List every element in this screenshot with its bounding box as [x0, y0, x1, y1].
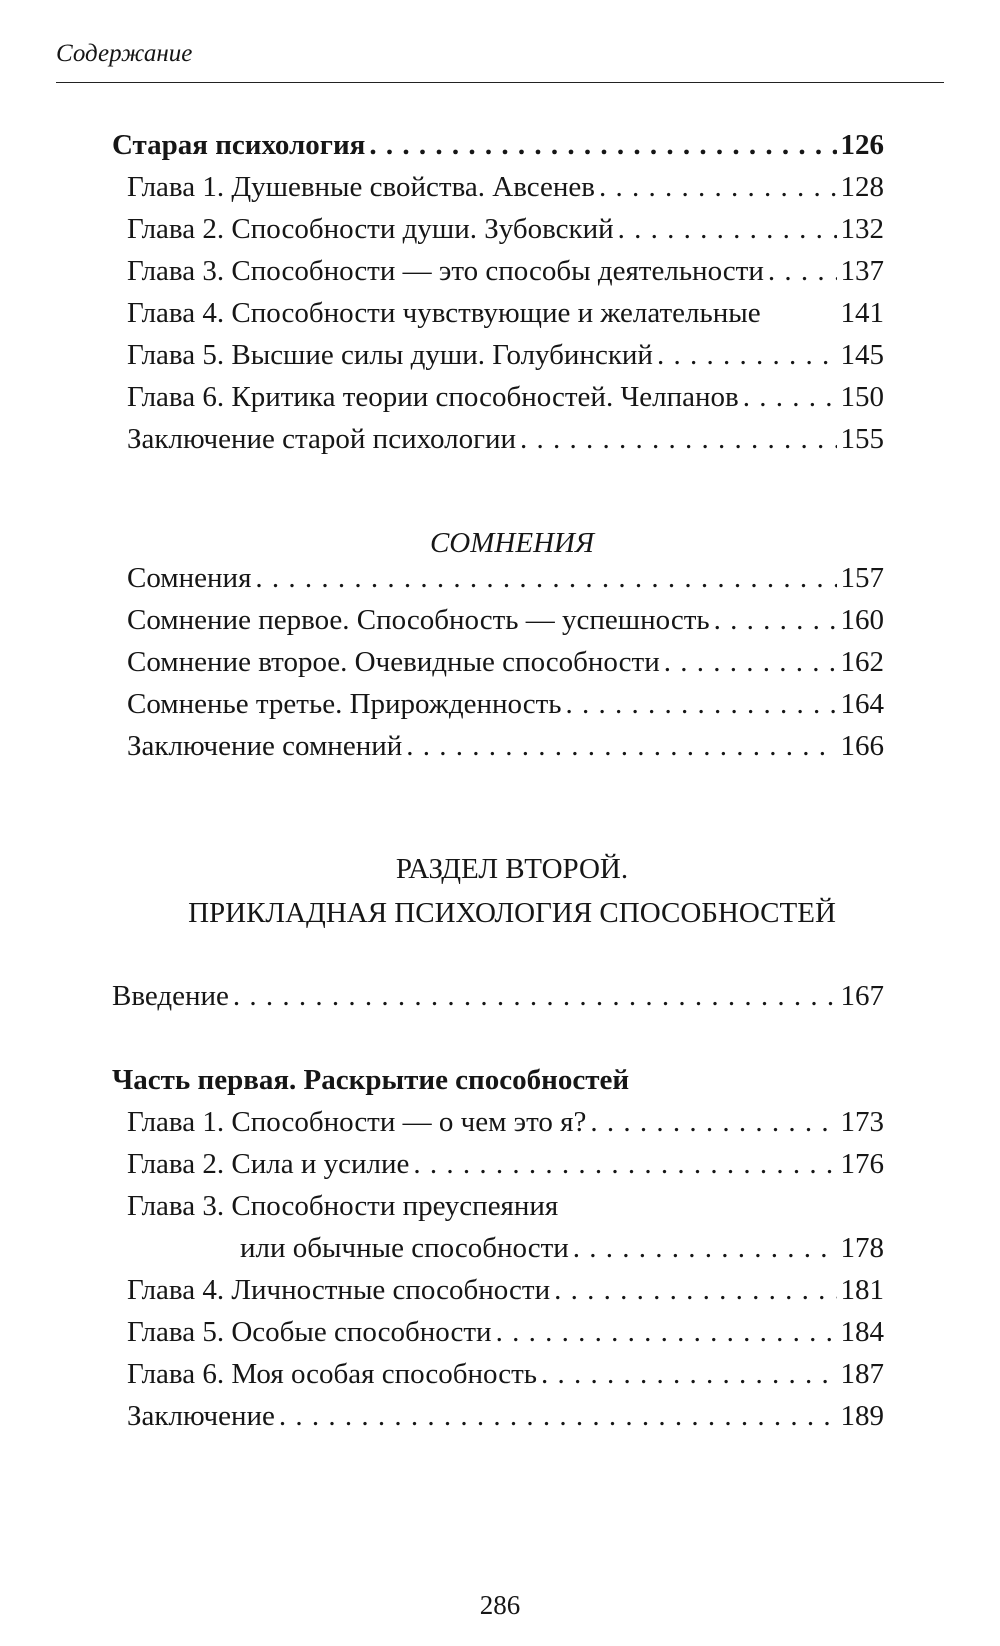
- toc-entry-title: Глава 2. Способности души. Зубовский: [127, 213, 614, 245]
- toc-entry-page: 157: [840, 562, 884, 594]
- toc-entry-page: 178: [840, 1232, 884, 1264]
- dot-leader: [590, 1101, 836, 1143]
- toc-entry[interactable]: [127, 557, 884, 599]
- toc-entry[interactable]: [127, 599, 884, 641]
- toc-entry-page: 160: [840, 604, 884, 636]
- toc-entry[interactable]: [127, 418, 884, 460]
- running-head: Содержание: [56, 40, 193, 67]
- toc-entry-old-psychology[interactable]: [112, 124, 884, 166]
- toc-entry-title: Сомнения: [127, 562, 252, 594]
- toc-entry[interactable]: [127, 725, 884, 767]
- dot-leader: [618, 208, 837, 250]
- dot-leader: [496, 1311, 837, 1353]
- dot-leader: [413, 1143, 836, 1185]
- toc-entry[interactable]: [127, 208, 884, 250]
- toc-entry-title: Сомненье третье. Прирожденность: [127, 688, 562, 720]
- toc-entry-title: Глава 3. Способности — это способы деятельности: [127, 255, 764, 287]
- toc-entry-title: Заключение сомнений: [127, 730, 403, 762]
- section-heading-line1: РАЗДЕЛ ВТОРОЙ.: [395, 853, 629, 885]
- toc-entry-title: Старая психология: [112, 129, 366, 161]
- page-number: 286: [479, 1590, 521, 1620]
- toc-entry-page: 137: [840, 255, 884, 287]
- toc-entry[interactable]: [127, 1143, 884, 1185]
- dot-leader: [541, 1353, 836, 1395]
- toc-entry-page: 141: [840, 297, 884, 329]
- toc-entry-title: Глава 1. Душевные свойства. Авсенев: [127, 171, 595, 203]
- toc-entry[interactable]: [127, 250, 884, 292]
- dot-leader: [743, 376, 837, 418]
- dot-leader: [255, 557, 836, 599]
- toc-entry[interactable]: [240, 1227, 884, 1269]
- dot-leader: [233, 975, 837, 1017]
- dot-leader: [566, 683, 837, 725]
- toc-entry-title: Глава 4. Способности чувствующие и желательные: [127, 297, 761, 329]
- toc-entry-title: Заключение старой психологии: [127, 423, 517, 455]
- dot-leader: [768, 250, 837, 292]
- toc-entry-page: 155: [840, 423, 884, 455]
- toc-entry-page: 189: [840, 1400, 884, 1432]
- toc-entry-page: 150: [840, 381, 884, 413]
- toc-entry-page: 181: [840, 1274, 884, 1306]
- toc-entry-title: или обычные способности: [240, 1232, 569, 1264]
- toc-entry-title: Сомнение второе. Очевидные способности: [127, 646, 660, 678]
- dot-leader: [279, 1395, 837, 1437]
- toc-entry-introduction[interactable]: [112, 975, 884, 1017]
- toc-entry[interactable]: [127, 292, 884, 334]
- toc-entry[interactable]: [127, 334, 884, 376]
- toc-entry-title: Глава 5. Особые способности: [127, 1316, 492, 1348]
- toc-entry[interactable]: [127, 166, 884, 208]
- header-rule: [56, 82, 944, 83]
- toc-entry-title: Глава 5. Высшие силы души. Голубинский: [127, 339, 653, 371]
- toc-entry-title: Глава 6. Моя особая способность: [127, 1358, 538, 1390]
- toc-entry-page: 162: [840, 646, 884, 678]
- toc-entry-page: 173: [840, 1106, 884, 1138]
- toc-entry[interactable]: [127, 641, 884, 683]
- part-one-heading: Часть первая. Раскрытие способностей: [112, 1064, 630, 1096]
- dot-leader: [657, 334, 837, 376]
- toc-entry-title: Глава 4. Личностные способности: [127, 1274, 551, 1306]
- toc-entry-title: Глава 6. Критика теории способностей. Челпанов: [127, 381, 739, 413]
- dot-leader: [664, 641, 837, 683]
- toc-entry-page: 166: [840, 730, 884, 762]
- toc-entry-title: Глава 2. Сила и усилие: [127, 1148, 410, 1180]
- toc-entry[interactable]: [127, 1353, 884, 1395]
- doubts-heading: СОМНЕНИЯ: [429, 527, 595, 559]
- toc-entry[interactable]: [127, 376, 884, 418]
- toc-entry-page: 187: [840, 1358, 884, 1390]
- toc-entry-page: 126: [840, 129, 884, 161]
- section-heading-line2: ПРИКЛАДНАЯ ПСИХОЛОГИЯ СПОСОБНОСТЕЙ: [188, 897, 836, 929]
- dot-leader: [714, 599, 837, 641]
- dot-leader: [554, 1269, 836, 1311]
- toc-entry-page: 164: [840, 688, 884, 720]
- toc-entry[interactable]: [127, 1395, 884, 1437]
- toc-entry-title-line1[interactable]: Глава 3. Способности преуспеяния: [127, 1190, 559, 1222]
- toc-entry[interactable]: [127, 683, 884, 725]
- toc-entry-page: 167: [840, 980, 884, 1012]
- dot-leader: [599, 166, 837, 208]
- dot-leader: [520, 418, 836, 460]
- toc-entry[interactable]: [127, 1311, 884, 1353]
- toc-entry-title: Сомнение первое. Способность — успешность: [127, 604, 710, 636]
- toc-entry-page: 184: [840, 1316, 884, 1348]
- toc-entry-title: Введение: [112, 980, 229, 1012]
- dot-leader: [573, 1227, 837, 1269]
- dot-leader: [369, 124, 836, 166]
- dot-leader: [406, 725, 836, 767]
- toc-entry-page: 132: [840, 213, 884, 245]
- toc-entry-page: 128: [840, 171, 884, 203]
- toc-entry-title: Заключение: [127, 1400, 275, 1432]
- toc-entry-page: 176: [840, 1148, 884, 1180]
- toc-entry[interactable]: [127, 1269, 884, 1311]
- toc-entry[interactable]: [127, 1101, 884, 1143]
- toc-entry-page: 145: [840, 339, 884, 371]
- toc-entry-title: Глава 1. Способности — о чем это я?: [127, 1106, 587, 1138]
